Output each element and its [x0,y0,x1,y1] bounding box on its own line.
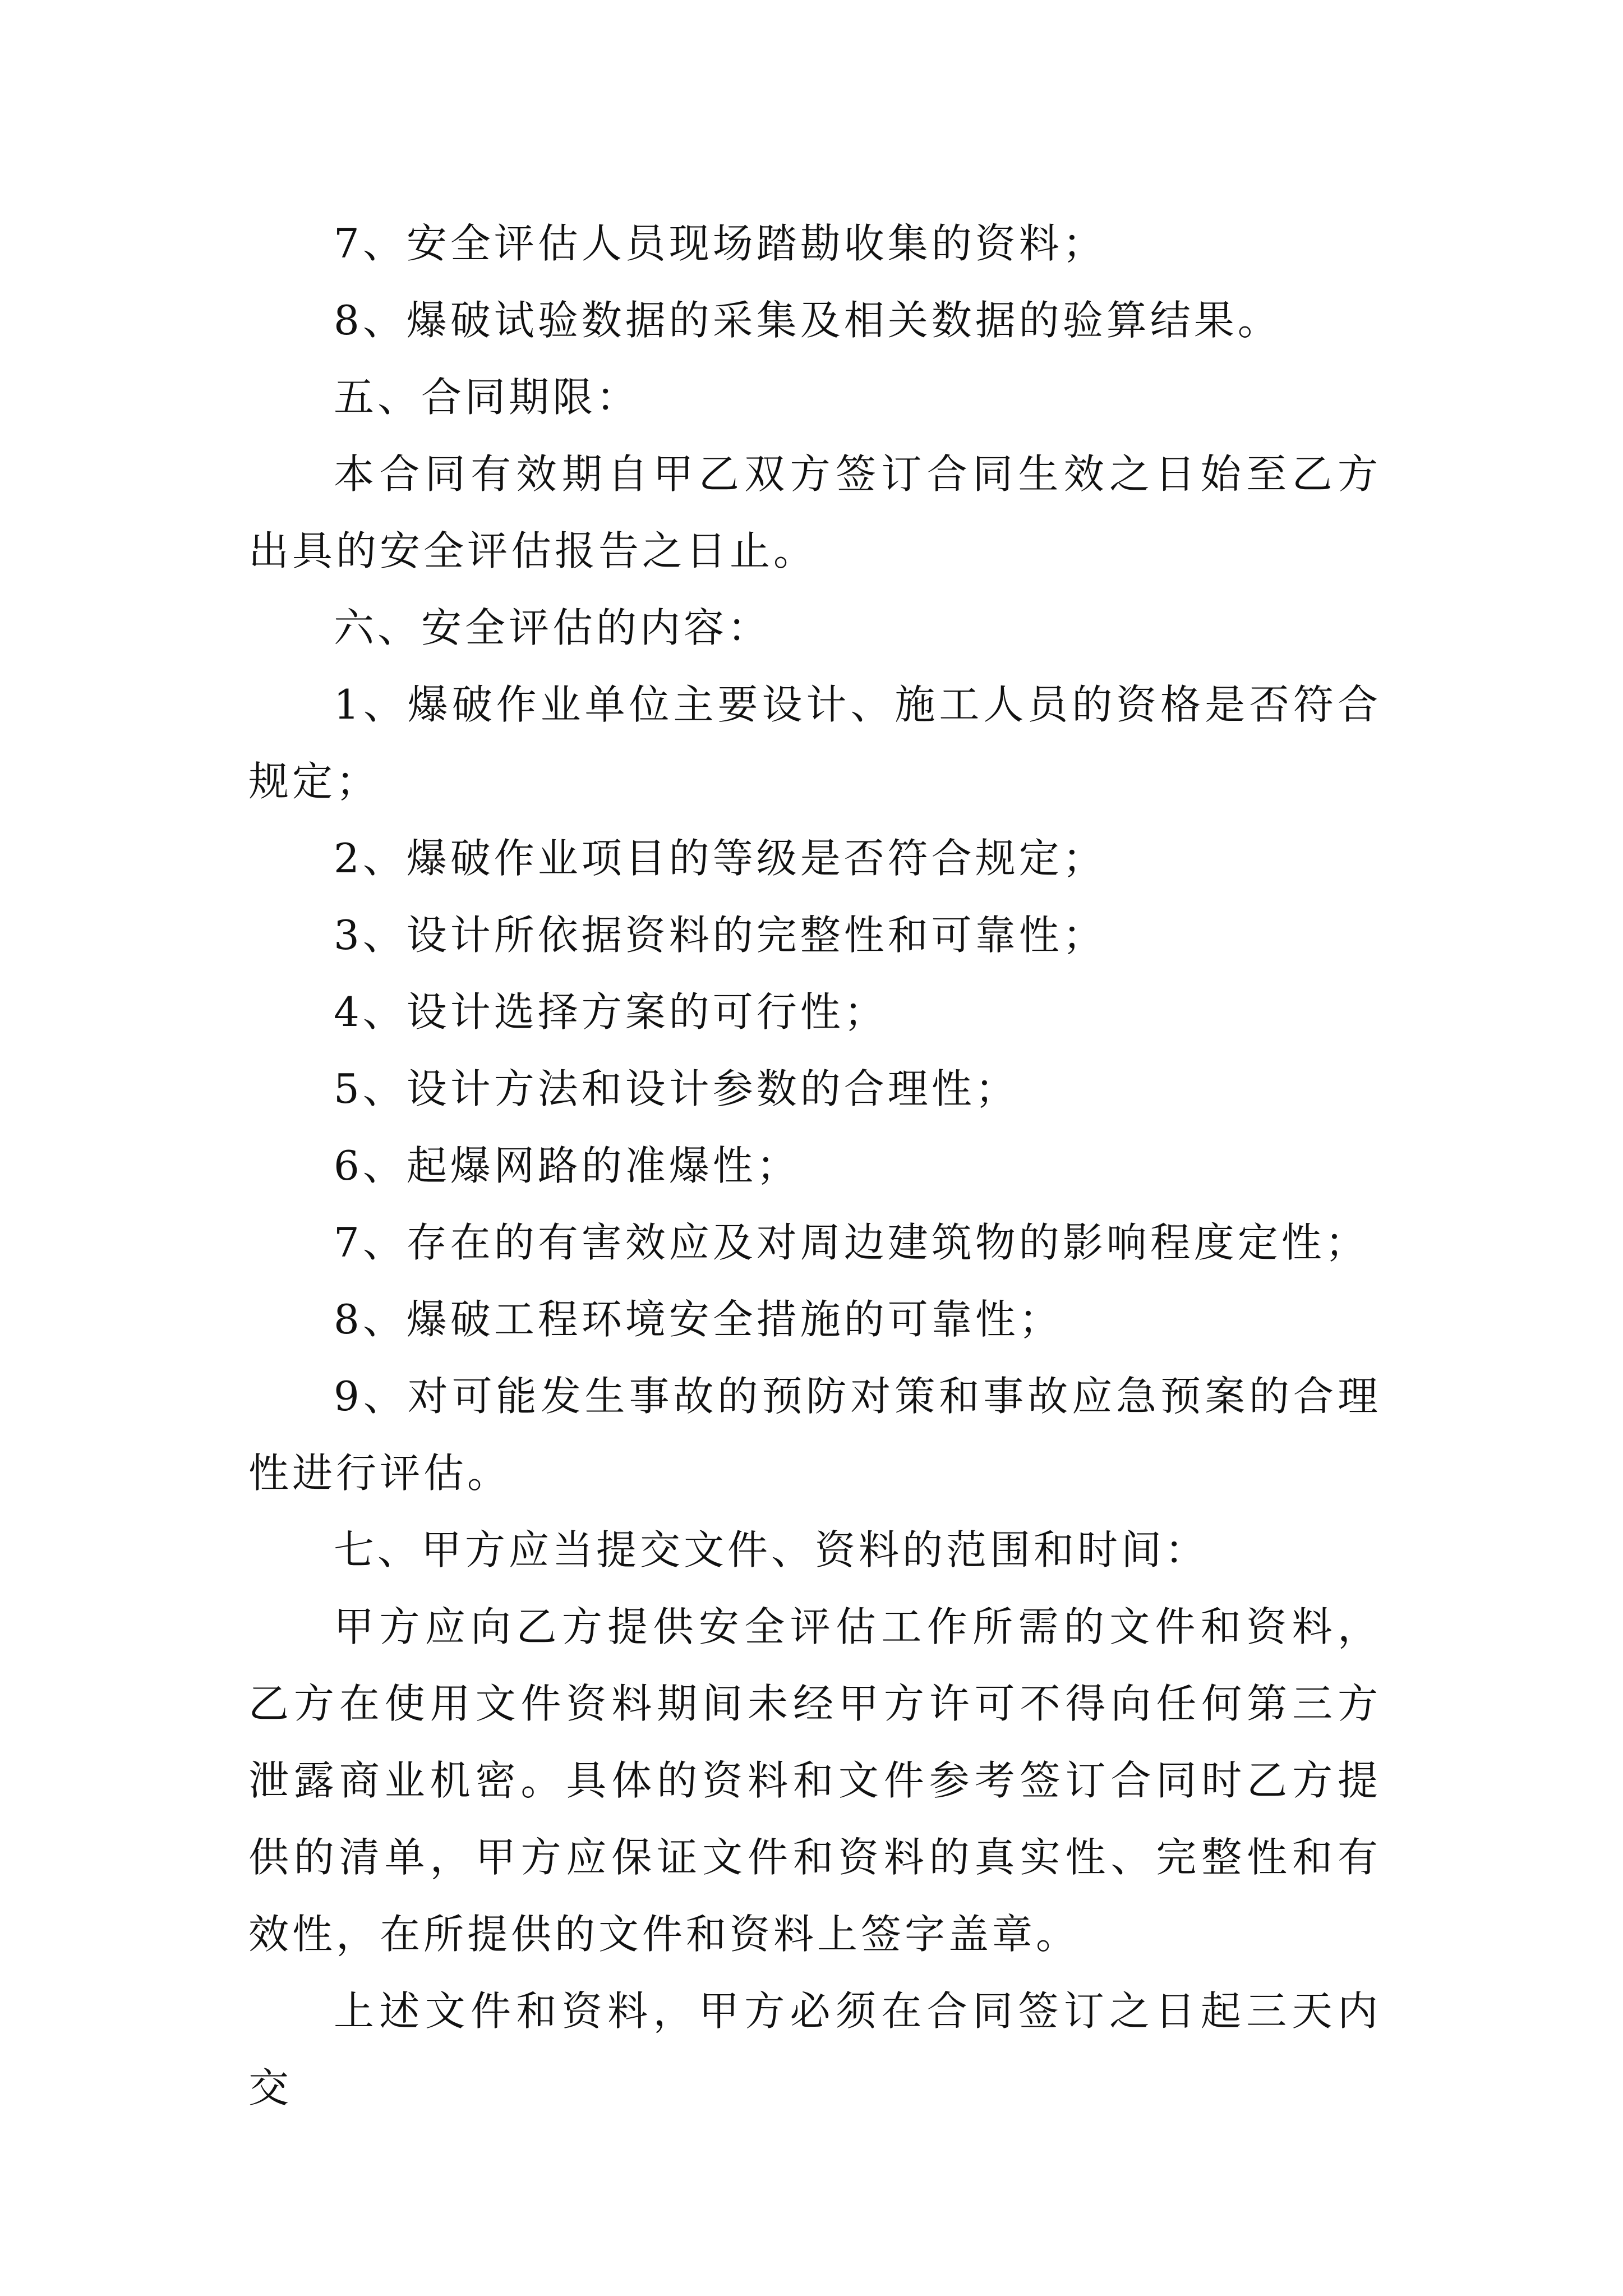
list-item-3-design-data: 3、设计所依据资料的完整性和可靠性； [334,912,1106,959]
section-heading-assessment-content: 六、安全评估的内容： [334,604,772,651]
list-item-7-harmful-effects: 7、存在的有害效应及对周边建筑物的影响程度定性； [334,1219,1369,1266]
paragraph-contract-term: 本合同有效期自甲乙双方签订合同生效之日始至乙方出具的安全评估报告之日止。 [248,450,1381,574]
list-item-6-initiation-network: 6、起爆网路的准爆性； [334,1142,800,1189]
list-item-9-accident-prevention: 9、对可能发生事故的预防对策和事故应急预案的合理性进行评估。 [248,1373,1381,1497]
list-item-8-blast-test-data: 8、爆破试验数据的采集及相关数据的验算结果。 [334,297,1281,344]
paragraph-submission-deadline: 上述文件和资料，甲方必须在合同签订之日起三天内交 [248,1987,1381,2111]
paragraph-documents-provision: 甲方应向乙方提供安全评估工作所需的文件和资料，乙方在使用文件资料期间未经甲方许可不得向任何第三方泄露商业机密。具体的资料和文件参考签订合同时乙方提供的清单，甲方应保证文件和资料的真实性、完整性和有效性，在所提供的文件和资料上签字盖章。 [248,1603,1381,1958]
document-body [248,205,1381,2127]
list-item-8-safety-measures: 8、爆破工程环境安全措施的可靠性； [334,1296,1063,1343]
section-heading-contract-term: 五、合同期限： [334,374,640,421]
section-heading-documents-scope: 七、甲方应当提交文件、资料的范围和时间： [334,1526,1209,1573]
list-item-7-site-survey: 7、安全评估人员现场踏勘收集的资料； [334,220,1106,267]
list-item-1-qualification: 1、爆破作业单位主要设计、施工人员的资格是否符合规定； [248,681,1381,805]
list-item-4-design-feasibility: 4、设计选择方案的可行性； [334,988,888,1036]
list-item-5-design-parameters: 5、设计方法和设计参数的合理性； [334,1065,1019,1112]
list-item-2-project-grade: 2、爆破作业项目的等级是否符合规定； [334,835,1106,882]
